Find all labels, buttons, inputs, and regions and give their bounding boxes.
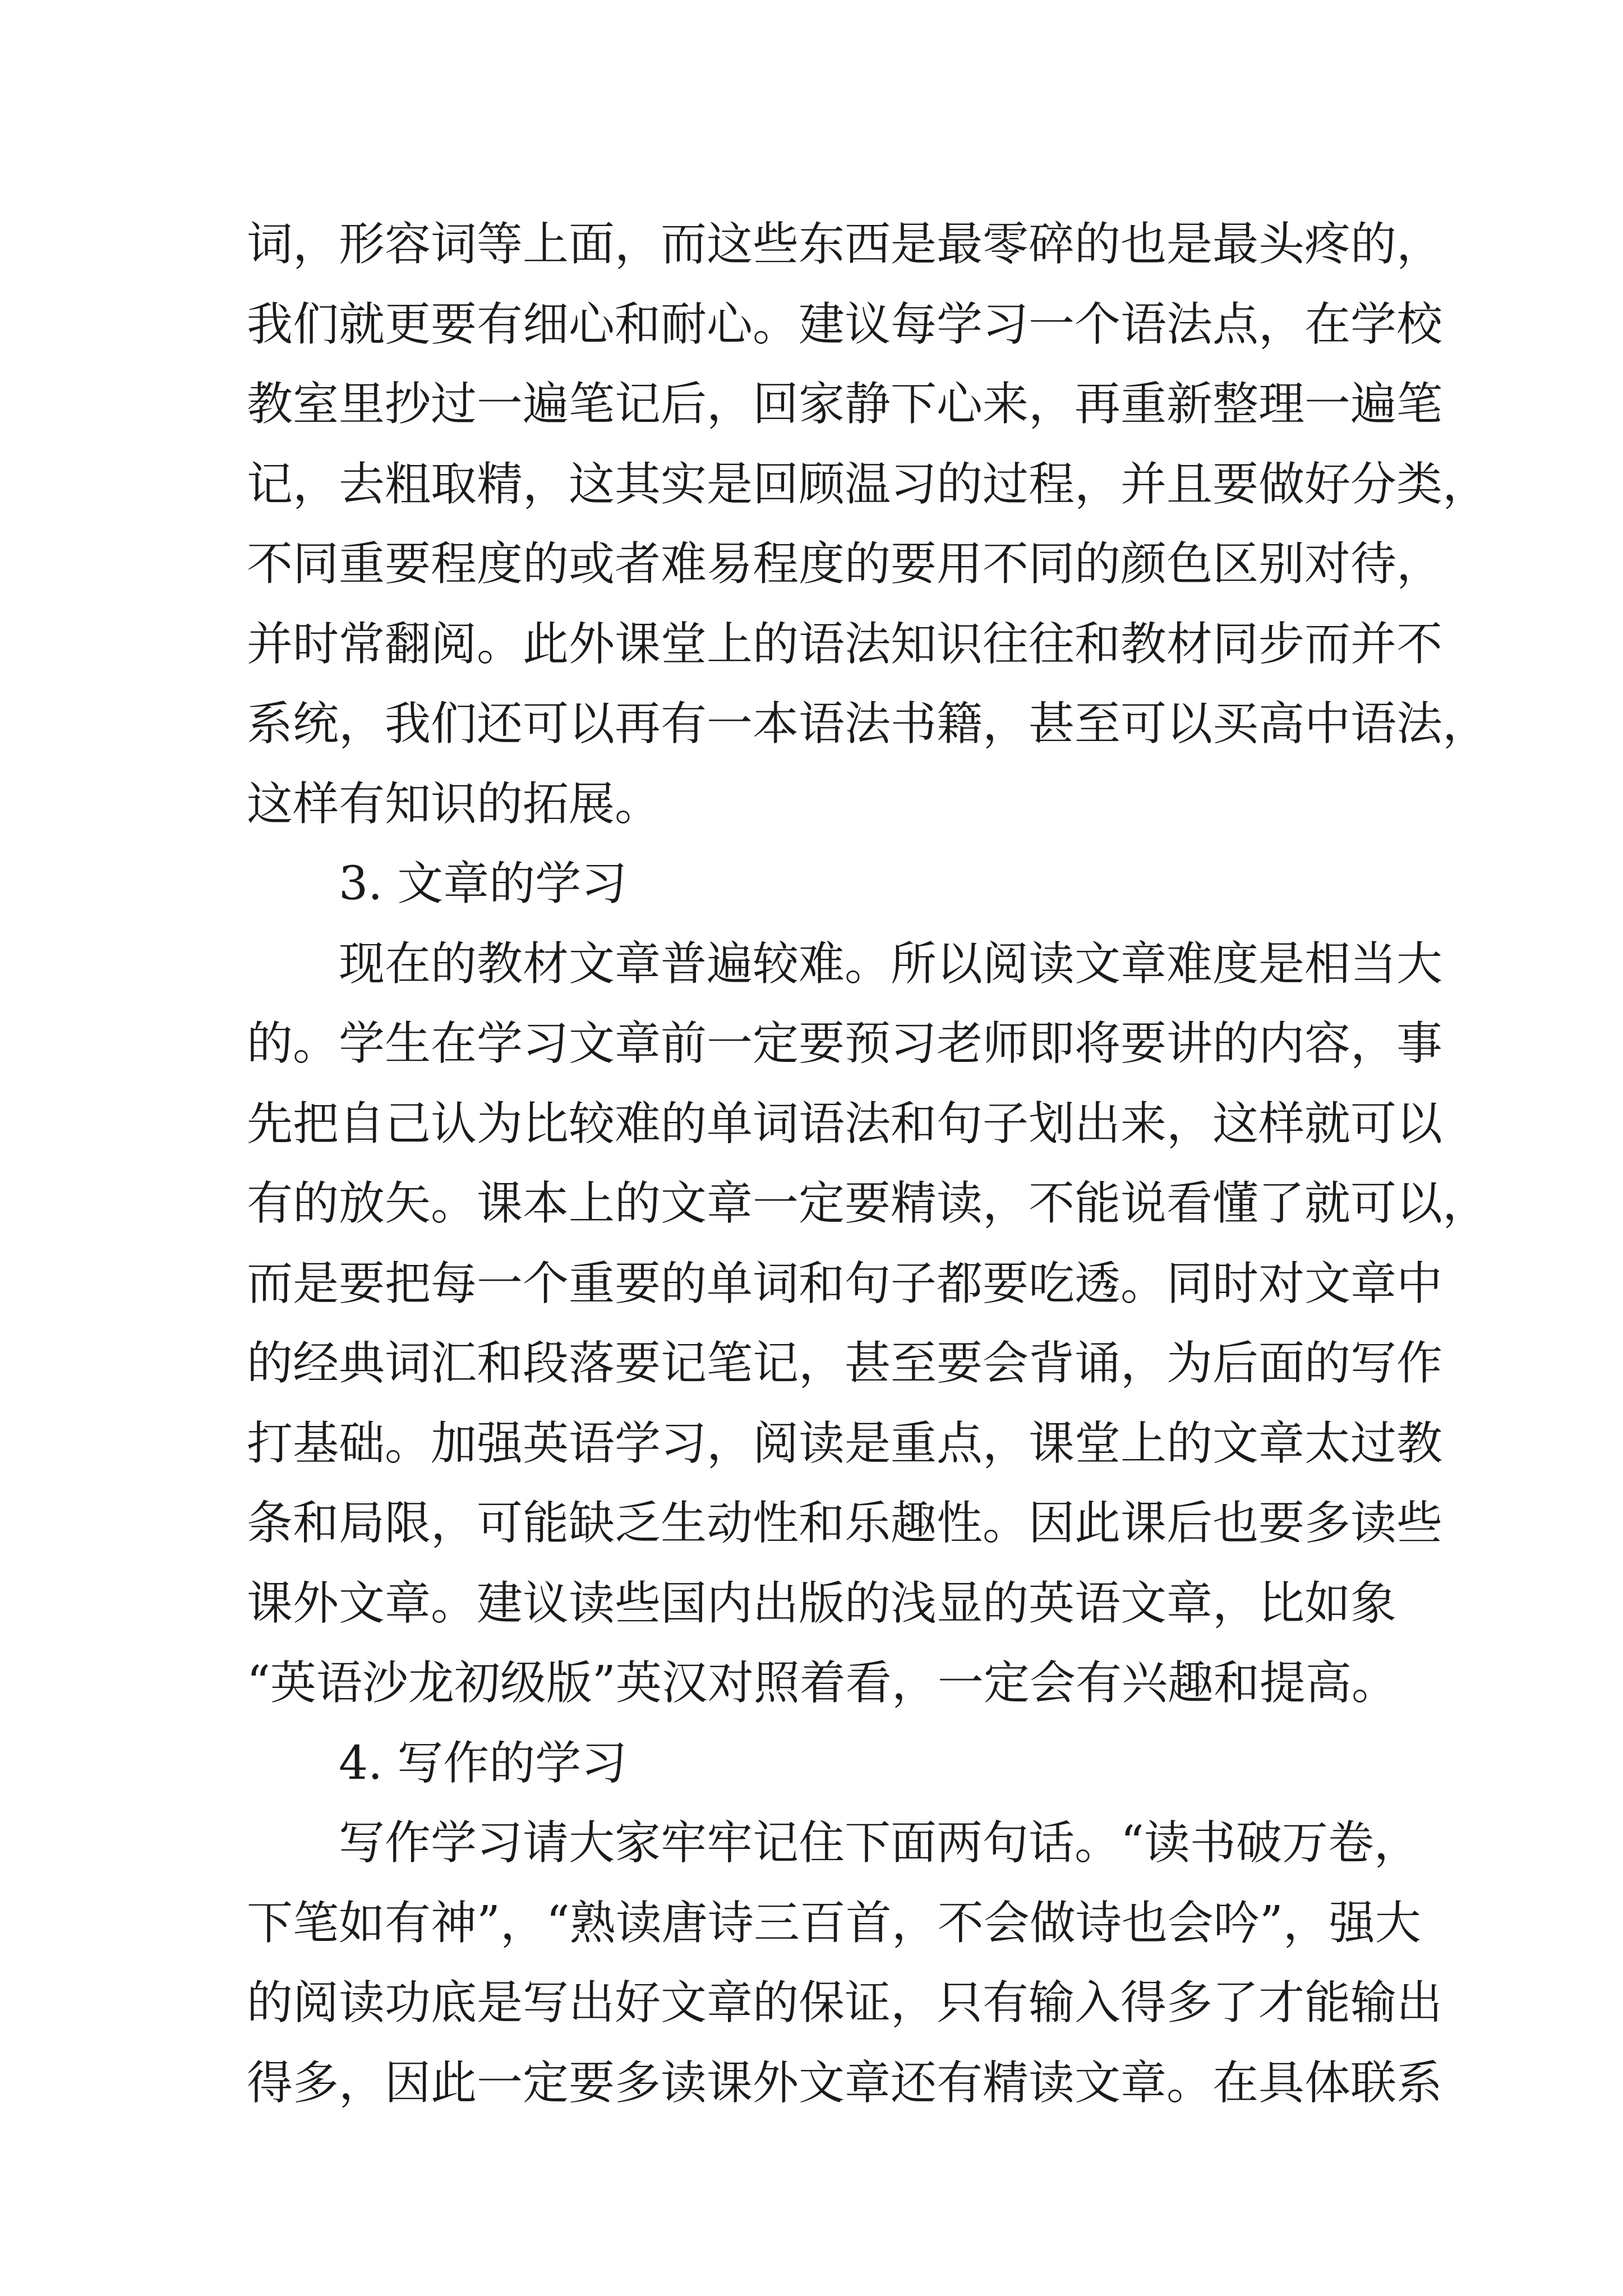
- text-line: 现在的教材文章普遍较难。所以阅读文章难度是相当大: [339, 937, 1443, 991]
- text-line: 不同重要程度的或者难易程度的要用不同的颜色区别对待，: [247, 537, 1443, 591]
- text-line: 打基础。加强英语学习，阅读是重点，课堂上的文章太过教: [247, 1416, 1443, 1470]
- text-line: 课外文章。建议读些国内出版的浅显的英语文章，比如象: [247, 1576, 1397, 1630]
- text-line: 得多，因此一定要多读课外文章还有精读文章。在具体联系: [247, 2056, 1443, 2110]
- text-line: 的。学生在学习文章前一定要预习老师即将要讲的内容，事: [247, 1017, 1443, 1070]
- text-line: 先把自己认为比较难的单词语法和句子划出来，这样就可以: [247, 1097, 1443, 1151]
- text-line: 词，形容词等上面，而这些东西是最零碎的也是最头疼的，: [247, 218, 1443, 271]
- text-line: 下笔如有神”，“熟读唐诗三百首，不会做诗也会吟”，强大: [247, 1896, 1421, 1950]
- body-text: [247, 205, 1489, 2123]
- text-line: 记，去粗取精，这其实是回顾温习的过程，并且要做好分类，: [247, 457, 1489, 511]
- text-line: 我们就更要有细心和耐心。建议每学习一个语法点，在学校: [247, 297, 1443, 351]
- text-line: 写作学习请大家牢牢记住下面两句话。“读书破万卷，: [339, 1816, 1420, 1870]
- text-line: 教室里抄过一遍笔记后，回家静下心来，再重新整理一遍笔: [247, 378, 1443, 431]
- text-line: 有的放矢。课本上的文章一定要精读，不能说看懂了就可以，: [247, 1177, 1489, 1230]
- text-line: 的阅读功底是写出好文章的保证，只有输入得多了才能输出: [247, 1976, 1443, 2030]
- text-line: 系统，我们还可以再有一本语法书籍，甚至可以买高中语法，: [247, 697, 1489, 751]
- text-line: 而是要把每一个重要的单词和句子都要吃透。同时对文章中: [247, 1257, 1443, 1310]
- text-line: 的经典词汇和段落要记笔记，甚至要会背诵，为后面的写作: [247, 1337, 1443, 1390]
- section-heading: 3. 文章的学习: [339, 857, 628, 910]
- section-heading: 4. 写作的学习: [339, 1736, 628, 1790]
- text-line: “英语沙龙初级版”英汉对照着看，一定会有兴趣和提高。: [247, 1657, 1398, 1710]
- text-line: 并时常翻阅。此外课堂上的语法知识往往和教材同步而并不: [247, 617, 1443, 671]
- text-line: 这样有知识的拓展。: [247, 777, 661, 831]
- text-line: 条和局限，可能缺乏生动性和乐趣性。因此课后也要多读些: [247, 1497, 1443, 1550]
